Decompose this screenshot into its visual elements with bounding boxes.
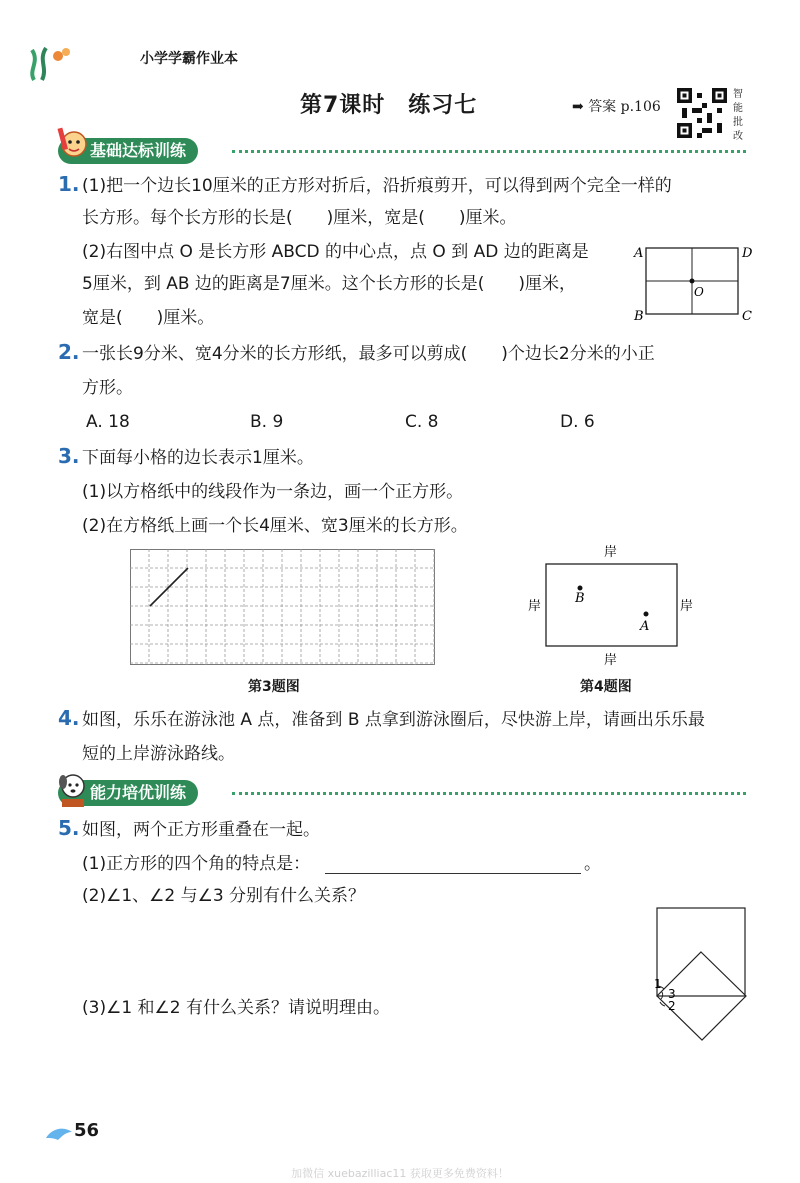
pencil-mascot-icon: [56, 126, 90, 166]
q2-line2: 方形。: [82, 378, 133, 398]
section-badge-advanced: 能力培优训练: [58, 780, 198, 806]
q3-line2: (1)以方格纸中的线段作为一条边，画一个正方形。: [82, 482, 464, 502]
dog-mascot-icon: [56, 770, 90, 810]
label-c: C: [742, 309, 752, 324]
swimming-pool-figure[interactable]: [520, 540, 710, 670]
q5-part1-end: 。: [584, 854, 601, 874]
q1-part2-line3: 宽是( )厘米。: [82, 308, 215, 328]
q1-part1-line2: 长方形。每个长方形的长是( )厘米，宽是( )厘米。: [82, 208, 517, 228]
label-b: B: [634, 309, 644, 324]
answer-page-ref: 答案 p.106: [588, 99, 661, 115]
q5-line1: 如图，两个正方形重叠在一起。: [82, 820, 320, 840]
shore-left-label: 岸: [528, 599, 542, 614]
section-divider: [232, 150, 746, 153]
q2-line1: 一张长9分米、宽4分米的长方形纸，最多可以剪成( )个边长2分米的小正: [82, 344, 655, 364]
page-number: 56: [74, 1120, 100, 1141]
q1-part2-line2: 5厘米，到 AB 边的距离是7厘米。这个长方形的长是( )厘米，: [82, 274, 576, 294]
lesson-title: 第7课时 练习七: [300, 93, 478, 118]
label-a: A: [634, 246, 644, 261]
option-b[interactable]: B. 9: [250, 412, 284, 432]
label-d: D: [742, 246, 753, 261]
label-o: O: [694, 285, 704, 299]
shore-top-label: 岸: [604, 545, 618, 560]
angle-3-label: 3: [668, 987, 676, 1001]
overlapping-squares-figure: [640, 900, 760, 1050]
angle-1-label: 1: [654, 977, 662, 991]
option-a[interactable]: A. 18: [86, 412, 130, 432]
figure-caption-q4: 第4题图: [580, 679, 632, 695]
question-number: 5.: [58, 816, 80, 840]
q1-part2-line1: (2)右图中点 O 是长方形 ABCD 的中心点，点 O 到 AD 边的距离是: [82, 242, 589, 262]
question-number: 2.: [58, 340, 80, 364]
question-number: 3.: [58, 444, 80, 468]
dolphin-icon: [44, 1124, 74, 1144]
arrow-right-icon: ➡: [572, 99, 584, 115]
qr-code-icon[interactable]: [677, 88, 727, 138]
option-c[interactable]: C. 8: [405, 412, 439, 432]
seaweed-logo-icon: [14, 42, 84, 82]
shore-right-label: 岸: [680, 599, 694, 614]
footer-note: 加微信 xuebazilliac11 获取更多免费资料！: [291, 1167, 509, 1180]
book-title: 小学学霸作业本: [140, 51, 238, 67]
grid-paper[interactable]: [130, 549, 435, 665]
question-number: 1.: [58, 172, 80, 196]
point-b-label: B: [575, 591, 585, 606]
answer-blank-line[interactable]: [325, 873, 581, 874]
angle-2-label: 2: [668, 999, 676, 1013]
answer-reference: [572, 96, 661, 116]
section-divider: [232, 792, 746, 795]
q4-line2: 短的上岸游泳路线。: [82, 744, 235, 764]
q5-part3: (3)∠1 和∠2 有什么关系？请说明理由。: [82, 998, 390, 1018]
option-d[interactable]: D. 6: [560, 412, 595, 432]
question-number: 4.: [58, 706, 80, 730]
q3-line1: 下面每小格的边长表示1厘米。: [82, 448, 314, 468]
figure-caption-q3: 第3题图: [248, 679, 300, 695]
q4-line1: 如图，乐乐在游泳池 A 点，准备到 B 点拿到游泳圈后，尽快游上岸，请画出乐乐最: [82, 710, 705, 730]
q5-part1: (1)正方形的四个角的特点是：: [82, 854, 311, 874]
section-badge-basic: 基础达标训练: [58, 138, 198, 164]
smart-grading-label: 智能批改: [733, 89, 743, 142]
q5-part2: (2)∠1、∠2 与∠3 分别有什么关系？: [82, 886, 366, 906]
point-a-label: A: [640, 619, 650, 634]
rectangle-abcd-figure: [628, 240, 754, 324]
q1-part1-line1: (1)把一个边长10厘米的正方形对折后，沿折痕剪开，可以得到两个完全一样的: [82, 176, 672, 196]
q3-line3: (2)在方格纸上画一个长4厘米、宽3厘米的长方形。: [82, 516, 468, 536]
shore-bottom-label: 岸: [604, 653, 618, 668]
